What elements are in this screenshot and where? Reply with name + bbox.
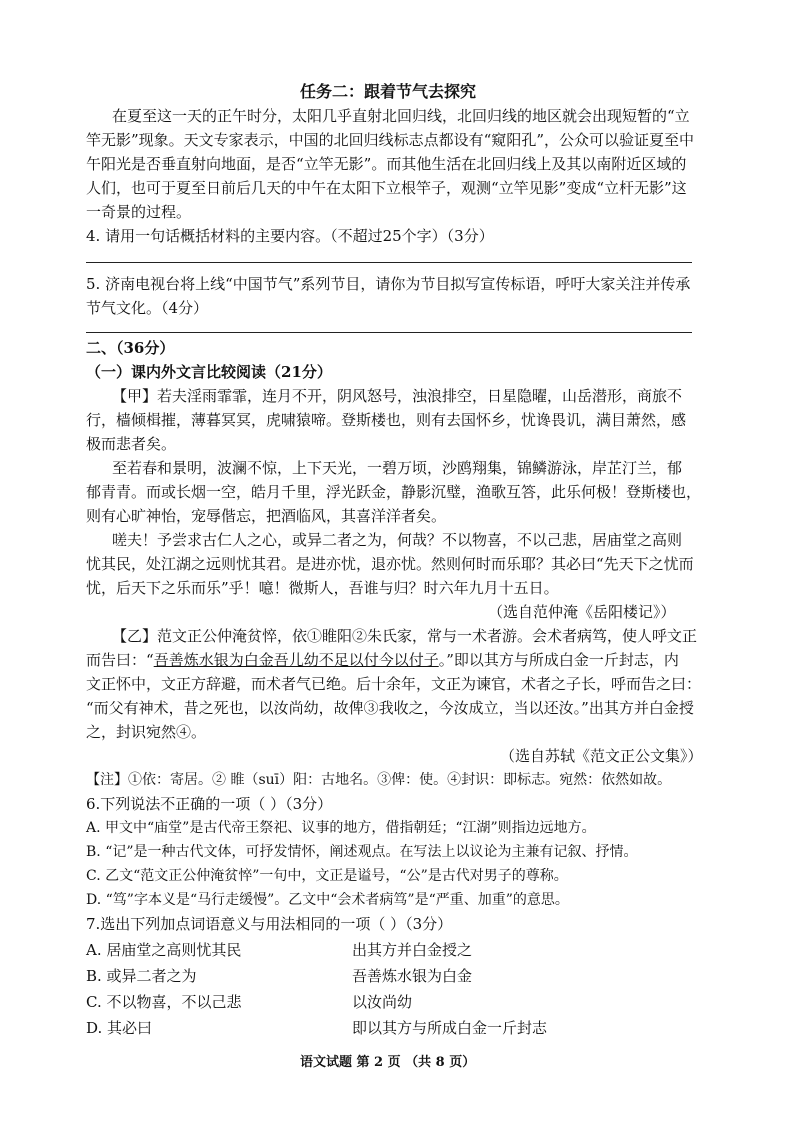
yi-source: （选自苏轼《范文正公文集》）	[500, 747, 703, 765]
section2-heading: 二、（36分）	[86, 339, 175, 357]
q7-option-c-left[interactable]: C. 不以物喜，不以己悲	[86, 993, 242, 1011]
task2-passage-line: 人们，也可于夏至日前后几天的中午在太阳下立根竿子，观测“立竿见影”变成“立杆无影”这	[86, 179, 687, 197]
q7-option-a-left[interactable]: A. 居庙堂之高则忧其民	[86, 941, 242, 959]
q7-option-c-right: 以汝尚幼	[352, 993, 413, 1011]
jia-line: 行，樯倾楫摧，薄暮冥冥，虎啸猿啼。登斯楼也，则有去国怀乡，忧谗畏讥，满目萧然，感	[86, 411, 687, 429]
task2-passage-line: 午阳光是否垂直射向地面，是否“立竿无影”。而其他生活在北回归线上及其以南附近区域的	[86, 155, 687, 173]
jia-line: 极而悲者矣。	[86, 435, 177, 453]
yi-underlined-sentence: 吾善炼水银为白金吾儿幼不足以付今以付子	[153, 651, 439, 669]
q7-option-b-left[interactable]: B. 或异二者之为	[86, 967, 197, 985]
q6-option-c[interactable]: C. 乙文“范文正公仲淹贫悴”一句中，文正是谥号，“公”是古代对男子的尊称。	[86, 868, 568, 884]
question-6-stem: 6.下列说法不正确的一项（ ）（3分）	[86, 795, 333, 813]
yi-quote-open: “	[146, 651, 154, 669]
question-5-line: 5. 济南电视台将上线“中国节气”系列节目，请你为节目拟写宣传标语，呼吁大家关注并传承	[86, 275, 691, 293]
answer-line-q5[interactable]	[86, 332, 692, 333]
task2-title: 任务二：跟着节气去探究	[300, 82, 477, 101]
task2-passage-line: 一奇景的过程。	[86, 203, 192, 221]
task2-passage-line: 竿无影”现象。天文专家表示，中国的北回归线标志点都设有“窥阳孔”，公众可以验证夏至中	[86, 131, 695, 149]
annotation-note: 【注】①依：寄居。② 睢（suī）阳：古地名。③俾：使。④封识：即标志。宛然：依然如故。	[86, 772, 672, 788]
yi-line: 文正怀中，文正方辞避，而术者气已绝。后十余年，文正为谏官，术者之子长，呼而告之曰：	[86, 675, 702, 693]
question-4: 4. 请用一句话概括材料的主要内容。（不超过25个字）（3分）	[86, 227, 494, 245]
jia-source: （选自范仲淹《岳阳楼记》）	[488, 603, 676, 621]
yi-line: “而父有神术，昔之死也，以汝尚幼，故俾③我收之，今汝成立，当以还汝。”出其方并白金授	[86, 699, 694, 717]
jia-line: 则有心旷神怡，宠辱偕忘，把酒临风，其喜洋洋者矣。	[86, 507, 447, 525]
page-footer: 语文试题 第 2 页 （共 8 页）	[300, 1055, 476, 1070]
yi-line-start	[86, 650, 679, 670]
q7-option-d-right: 即以其方与所成白金一斤封志	[352, 1019, 548, 1037]
jia-line: 【甲】若夫淫雨霏霏，连月不开，阴风怒号，浊浪排空，日星隐曜，山岳潜形，商旅不	[112, 387, 683, 405]
question-7-stem: 7.选出下列加点词语意义与用法相同的一项（ ）（3分）	[86, 915, 453, 933]
task2-passage-line: 在夏至这一天的正午时分，太阳几乎直射北回归线，北回归线的地区就会出现短暂的“立	[112, 107, 690, 125]
yi-line: 【乙】范文正公仲淹贫悴，依①睢阳②朱氏家，常与一术者游。会术者病笃，使人呼文正	[112, 627, 698, 645]
yi-line-suffix: 。”即以其方与所成白金一斤封志，内	[438, 651, 679, 669]
q6-option-b[interactable]: B. “记”是一种古代文体，可抒发情怀，阐述观点。在写法上以议论为主兼有记叙、抒情。	[86, 844, 638, 860]
q6-option-a[interactable]: A. 甲文中“庙堂”是古代帝王祭祀、议事的地方，借指朝廷；“江湖”则指边远地方。	[86, 820, 596, 836]
section2-subheading: （一）课内外文言比较阅读（21分）	[86, 363, 332, 381]
q7-option-d-left[interactable]: D. 其必曰	[86, 1019, 153, 1037]
q7-option-b-right: 吾善炼水银为白金	[352, 967, 473, 985]
jia-line: 忧，后天下之乐而乐”乎！噫！微斯人，吾谁与归？时六年九月十五日。	[86, 579, 559, 597]
question-5-line: 节气文化。（4分）	[86, 299, 209, 317]
jia-line: 嗟夫！予尝求古仁人之心，或异二者之为，何哉？不以物喜，不以己悲，居庙堂之高则	[112, 531, 683, 549]
jia-line: 至若春和景明，波澜不惊，上下天光，一碧万顷，沙鸥翔集，锦鳞游泳，岸芷汀兰，郁	[112, 459, 683, 477]
jia-line: 郁青青。而或长烟一空，皓月千里，浮光跃金，静影沉璧，渔歌互答，此乐何极！登斯楼也，	[86, 483, 702, 501]
answer-line-q4[interactable]	[86, 262, 692, 263]
q7-option-a-right: 出其方并白金授之	[352, 941, 473, 959]
yi-line-prefix: 而告曰：	[86, 651, 147, 669]
yi-line: 之，封识宛然④。	[86, 723, 207, 741]
jia-line: 忧其民，处江湖之远则忧其君。是进亦忧，退亦忧。然则何时而乐耶？其必曰“先天下之忧而	[86, 555, 694, 573]
q6-option-d[interactable]: D. “笃”字本义是“马行走缓慢”。乙文中“会术者病笃”是“严重、加重”的意思。	[86, 892, 569, 908]
